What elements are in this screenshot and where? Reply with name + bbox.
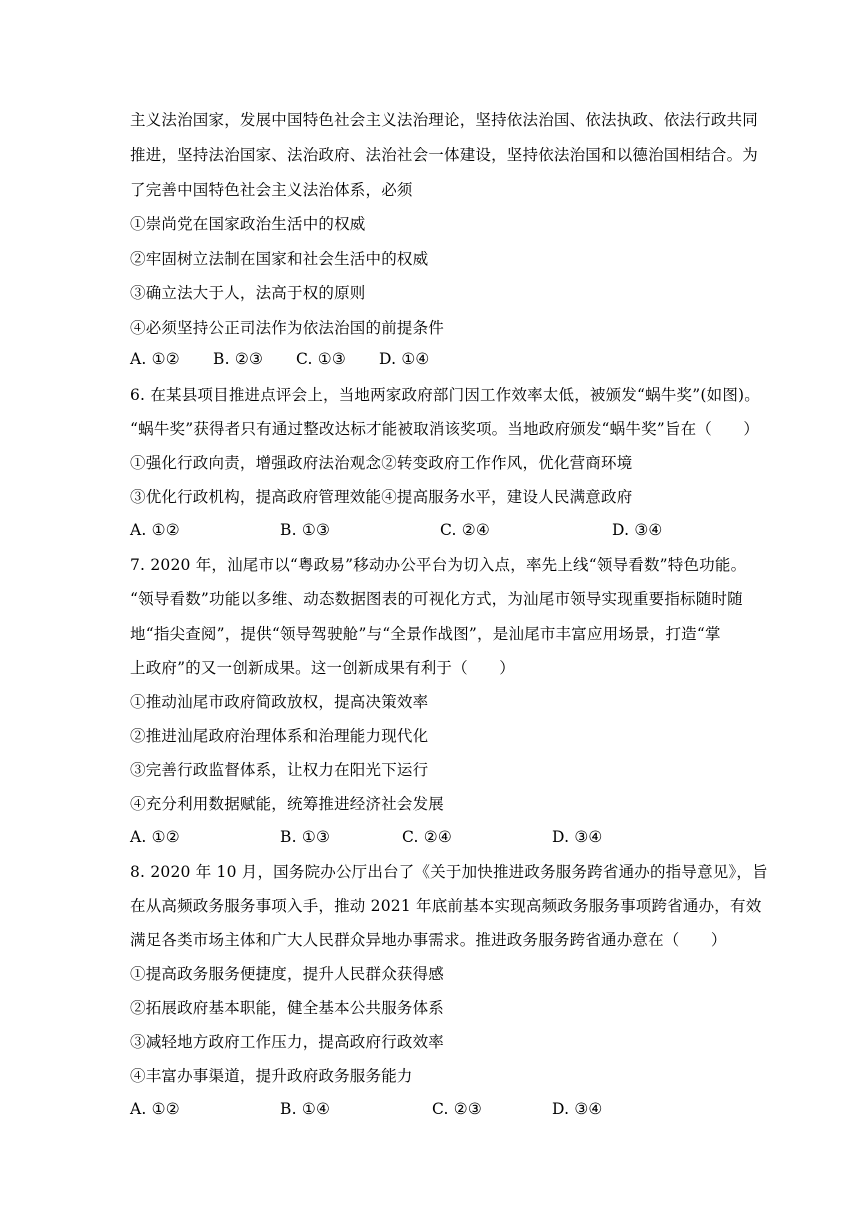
statement-item: ④必须坚持公正司法作为依法治国的前提条件: [130, 319, 445, 337]
question-text-line: 上政府”的又一创新成果。这一创新成果有利于（ ）: [130, 659, 515, 677]
option-c[interactable]: C. ①③: [296, 350, 346, 368]
option-b[interactable]: B. ①③: [280, 828, 331, 846]
question-text-line: 6. 在某县项目推进点评会上，当地两家政府部门因工作效率太低，被颁发“蜗牛奖”(如图)。: [130, 386, 760, 404]
option-a[interactable]: A. ①②: [130, 1100, 180, 1118]
question-text-line: 地“指尖查阅”，提供“领导驾驶舱”与“全景作战图”，是汕尾市丰富应用场景，打造“掌: [130, 625, 721, 643]
option-d[interactable]: D. ③④: [552, 1100, 603, 1118]
option-c[interactable]: C. ②④: [402, 828, 452, 846]
statement-item: ②牢固树立法制在国家和社会生活中的权威: [130, 250, 429, 268]
statement-item: ①提高政务服务便捷度，提升人民群众获得感: [130, 965, 445, 983]
statement-item: ③减轻地方政府工作压力，提高政府行政效率: [130, 1033, 445, 1051]
option-a[interactable]: A. ①②: [130, 828, 180, 846]
statement-item: ②推进汕尾政府治理体系和治理能力现代化: [130, 727, 429, 745]
answer-options: [130, 1099, 770, 1119]
answer-options: [130, 349, 770, 369]
statement-item: ④丰富办事渠道，提升政府政务服务能力: [130, 1067, 413, 1085]
statement-item: ①强化行政向责，增强政府法治观念②转变政府工作作风，优化营商环境: [130, 454, 633, 472]
option-d[interactable]: D. ③④: [612, 521, 663, 539]
question-text-line: 主义法治国家，发展中国特色社会主义法治理论，坚持依法治国、依法执政、依法行政共同: [130, 111, 759, 129]
option-d[interactable]: D. ①④: [379, 350, 430, 368]
statement-item: ①崇尚党在国家政治生活中的权威: [130, 215, 366, 233]
option-b[interactable]: B. ①③: [280, 521, 331, 539]
answer-options: [130, 827, 770, 847]
question-text-line: 满足各类市场主体和广大人民群众异地办事需求。推进政务服务跨省通办意在（ ）: [130, 931, 727, 949]
option-d[interactable]: D. ③④: [552, 828, 603, 846]
question-text-line: 7. 2020 年，汕尾市以“粤政易”移动办公平台为切入点，率先上线“领导看数”特色功能。: [130, 556, 747, 574]
question-text-line: “领导看数”功能以多维、动态数据图表的可视化方式，为汕尾市领导实现重要指标随时随: [130, 590, 743, 608]
question-text-line: 推进，坚持法治国家、法治政府、法治社会一体建设，坚持依法治国和以德治国相结合。为: [130, 146, 759, 164]
option-b[interactable]: B. ①④: [280, 1100, 331, 1118]
statement-item: ③优化行政机构，提高政府管理效能④提高服务水平，建设人民满意政府: [130, 488, 633, 506]
option-c[interactable]: C. ②③: [432, 1100, 482, 1118]
option-b[interactable]: B. ②③: [213, 350, 264, 368]
statement-item: ③确立法大于人，法高于权的原则: [130, 284, 366, 302]
option-c[interactable]: C. ②④: [440, 521, 490, 539]
statement-item: ①推动汕尾市政府简政放权，提高决策效率: [130, 693, 429, 711]
question-text-line: 8. 2020 年 10 月，国务院办公厅出台了《关于加快推进政务服务跨省通办的指导意见》，旨: [130, 863, 768, 881]
statement-item: ③完善行政监督体系，让权力在阳光下运行: [130, 761, 429, 779]
statement-item: ②拓展政府基本职能，健全基本公共服务体系: [130, 999, 445, 1017]
option-a[interactable]: A. ①②: [130, 350, 180, 368]
answer-options: [130, 520, 770, 540]
option-a[interactable]: A. ①②: [130, 521, 180, 539]
question-text-line: “蜗牛奖”获得者只有通过整改达标才能被取消该奖项。当地政府颁发“蜗牛奖”旨在（ ）: [130, 420, 760, 438]
question-text-line: 在从高频政务服务事项入手，推动 2021 年底前基本实现高频政务服务事项跨省通办，有效: [130, 897, 762, 915]
question-text-line: 了完善中国特色社会主义法治体系，必须: [130, 181, 413, 199]
statement-item: ④充分利用数据赋能，统筹推进经济社会发展: [130, 795, 445, 813]
